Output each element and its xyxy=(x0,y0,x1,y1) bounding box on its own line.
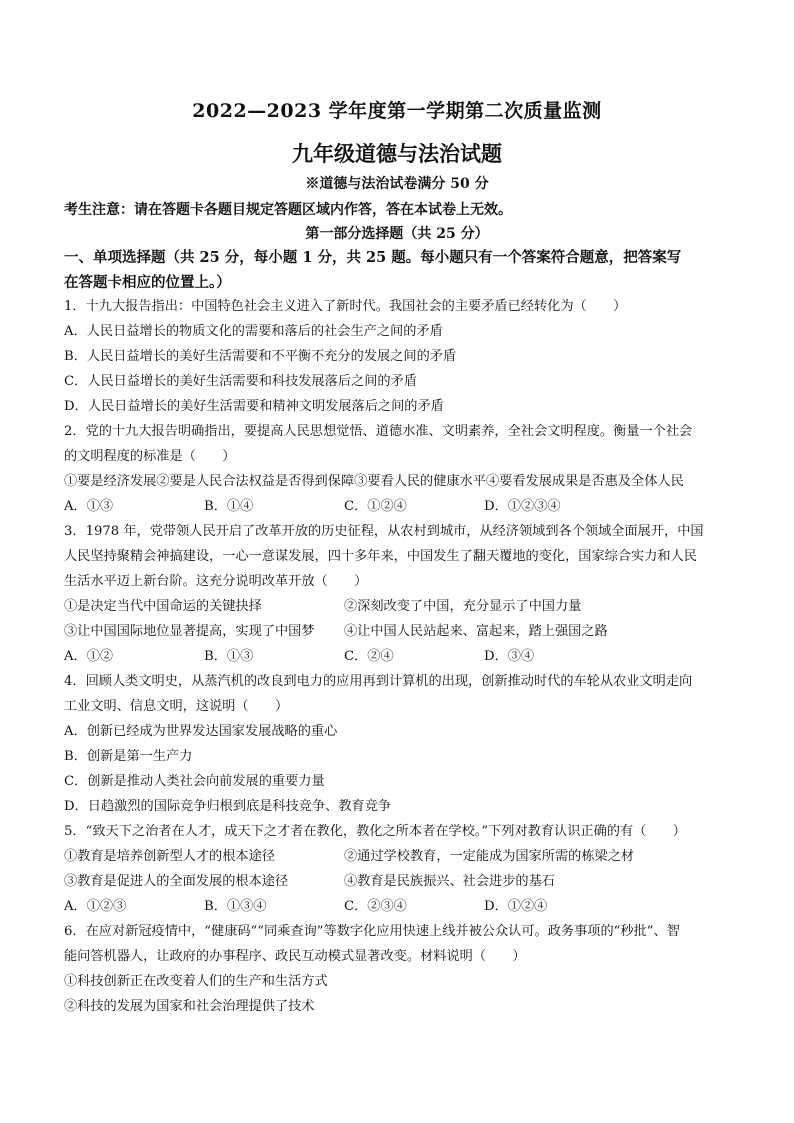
q5-option-c: C．②③④ xyxy=(344,899,407,914)
q5-stem: 5．“致天下之治者在人才，成天下之才者在教化，教化之所本者在学校。”下列对教育认识正确的有（ ） xyxy=(64,824,686,839)
q6-item-1: ①科技创新正在改变着人们的生产和生活方式 xyxy=(64,974,328,989)
q5-item-1: ①教育是培养创新型人才的根本途径 xyxy=(64,849,275,864)
q6-item-2: ②科技的发展为国家和社会治理提供了技术 xyxy=(64,999,315,1014)
q4-option-d: D．日趋激烈的国际竞争归根到底是科技竞争、教育竞争 xyxy=(64,799,392,814)
q3-stem-line2: 人民坚持聚精会神搞建设，一心一意谋发展，四十多年来，中国发生了翻天覆地的变化，国家综合实力和人民 xyxy=(64,549,697,564)
q1-stem: 1．十九大报告指出：中国特色社会主义进入了新时代。我国社会的主要矛盾已经转化为（ ） xyxy=(64,299,627,314)
q1-option-c: C．人民日益增长的美好生活需要和科技发展落后之间的矛盾 xyxy=(64,374,417,389)
q3-option-d: D．③④ xyxy=(484,649,535,664)
q4-option-a: A．创新已经成为世界发达国家发展战略的重心 xyxy=(64,724,338,739)
q4-option-b: B．创新是第一生产力 xyxy=(64,749,193,764)
q3-stem-line3: 生活水平迈上新台阶。这充分说明改革开放（ ） xyxy=(64,574,368,589)
q3-item-3: ③让中国国际地位显著提高，实现了中国梦 xyxy=(64,624,315,639)
q3-stem-line1: 3．1978 年，党带领人民开启了改革开放的历史征程，从农村到城市，从经济领域到各个领域全面展开，中国 xyxy=(64,524,704,539)
q4-option-c: C．创新是推动人类社会向前发展的重要力量 xyxy=(64,774,325,789)
q6-stem-line1: 6．在应对新冠疫情中，“健康码”“同乘查询”等数字化应用快速上线并被公众认可。政务事项的“秒批”、智 xyxy=(64,924,680,939)
q2-option-a: A．①③ xyxy=(64,499,114,514)
q1-option-d: D．人民日益增长的美好生活需要和精神文明发展落后之间的矛盾 xyxy=(64,399,444,414)
part-title: 第一部分选择题（共 25 分） xyxy=(305,226,489,242)
q4-stem-line2: 工业文明、信息文明，这说明（ ） xyxy=(64,699,289,714)
q2-stem-line2: 的文明程度的标准是（ ） xyxy=(64,449,236,464)
q3-item-1: ①是决定当代中国命运的关键抉择 xyxy=(64,599,262,614)
q3-option-b: B．①③ xyxy=(204,649,254,664)
q5-item-2: ②通过学校教育，一定能成为国家所需的栋梁之材 xyxy=(344,849,635,864)
q4-stem-line1: 4．回顾人类文明史，从蒸汽机的改良到电力的应用再到计算机的出现，创新推动时代的车轮从农业文明走向 xyxy=(64,674,693,689)
q2-items: ①要是经济发展②要是人民合法权益是否得到保障③要看人民的健康水平④要看发展成果是否惠及全体人民 xyxy=(64,474,684,489)
q5-option-a: A．①②③ xyxy=(64,899,127,914)
q1-option-a: A．人民日益增长的物质文化的需要和落后的社会生产之间的矛盾 xyxy=(64,324,443,339)
candidate-notice: 考生注意：请在答题卡各题目规定答题区域内作答，答在本试卷上无效。 xyxy=(64,202,512,218)
q5-option-b: B．①③④ xyxy=(204,899,267,914)
q2-option-d: D．①②③④ xyxy=(484,499,561,514)
q3-item-4: ④让中国人民站起来、富起来，踏上强国之路 xyxy=(344,624,608,639)
exam-title: 2022—2023 学年度第一学期第二次质量监测 xyxy=(192,100,602,122)
full-score-note: ※道德与法治试卷满分 50 分 xyxy=(305,176,489,192)
section-heading-line2: 在答题卡相应的位置上。） xyxy=(64,274,231,291)
q3-option-a: A．①② xyxy=(64,649,114,664)
q2-option-c: C．①②④ xyxy=(344,499,407,514)
q2-option-b: B．①④ xyxy=(204,499,254,514)
q3-item-2: ②深刻改变了中国，充分显示了中国力量 xyxy=(344,599,582,614)
q6-stem-line2: 能问答机器人，让政府的办事程序、政民互动模式显著改变。材料说明（ ） xyxy=(64,949,526,964)
q5-item-4: ④教育是民族振兴、社会进步的基石 xyxy=(344,874,555,889)
q3-option-c: C．②④ xyxy=(344,649,394,664)
q5-option-d: D．①②④ xyxy=(484,899,548,914)
q5-item-3: ③教育是促进人的全面发展的根本途径 xyxy=(64,874,289,889)
exam-subtitle: 九年级道德与法治试题 xyxy=(292,141,502,166)
q1-option-b: B．人民日益增长的美好生活需要和不平衡不充分的发展之间的矛盾 xyxy=(64,349,457,364)
section-heading-line1: 一、单项选择题（共 25 分，每小题 1 分，共 25 题。每小题只有一个答案符合题意，把答案写 xyxy=(64,249,682,266)
q2-stem-line1: 2．党的十九大报告明确指出，要提高人民思想觉悟、道德水准、文明素养，全社会文明程度。衡量一个社会 xyxy=(64,424,693,439)
